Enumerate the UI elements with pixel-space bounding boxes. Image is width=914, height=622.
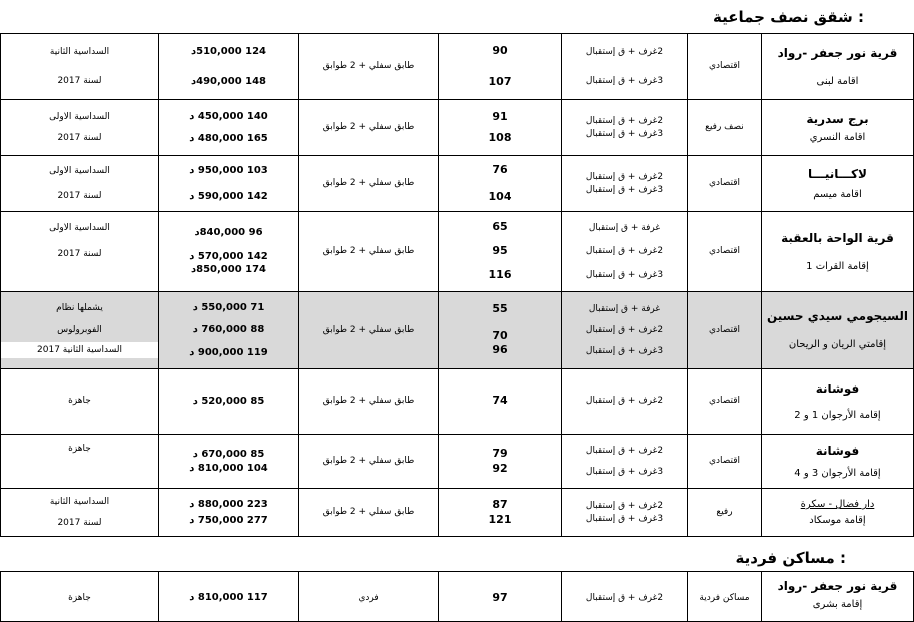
type-label: 2غرف + ق إستقبال bbox=[585, 47, 664, 58]
floors-cell: طابق سفلي + 2 طوابق bbox=[299, 435, 439, 489]
status-text: السداسية الثانية 2017 bbox=[1, 342, 158, 358]
residence-name: إقامة الأرجوان 3 و 4 bbox=[794, 467, 881, 479]
category-cell: مساكن فردية bbox=[688, 572, 762, 622]
type-label: 2غرف + ق إستقبال bbox=[585, 446, 664, 457]
price-value: 104 810,000 د bbox=[189, 462, 268, 474]
areas-cell bbox=[439, 292, 562, 369]
table-row bbox=[1, 369, 914, 435]
project-cell bbox=[762, 369, 914, 435]
area-value: 92 bbox=[492, 461, 508, 475]
prices-cell: 85 520,000 د bbox=[159, 369, 299, 435]
table-row bbox=[1, 489, 914, 537]
type-label: 3غرف + ق إستقبال bbox=[585, 513, 664, 524]
status-text: الفوبرولوس bbox=[57, 324, 102, 335]
areas-cell: 74 bbox=[439, 369, 562, 435]
types-cell bbox=[562, 489, 688, 537]
type-label: 2غرف + ق إستقبال bbox=[585, 324, 664, 335]
apartments-table bbox=[0, 33, 914, 537]
project-cell bbox=[762, 212, 914, 292]
status-text: السداسية الاولى bbox=[49, 223, 110, 233]
residence-name: اقامة ميسم bbox=[813, 188, 862, 200]
table-row bbox=[1, 435, 914, 489]
status-cell bbox=[1, 292, 159, 369]
category-cell: اقتصادي bbox=[688, 435, 762, 489]
status-text: السداسية الاولى bbox=[49, 166, 110, 177]
type-label: 2غرف + ق إستقبال bbox=[585, 246, 664, 257]
type-label: غرفة + ق إستقبال bbox=[588, 303, 661, 314]
status-text: لسنة 2017 bbox=[57, 132, 102, 143]
areas-cell bbox=[439, 212, 562, 292]
residence-name: إقامتي الريان و الريحان bbox=[788, 339, 887, 351]
type-label: 3غرف + ق إستقبال bbox=[585, 128, 664, 139]
category-cell: نصف رفيع bbox=[688, 100, 762, 156]
prices-cell bbox=[159, 435, 299, 489]
area-value: 96 bbox=[492, 343, 508, 357]
table-row bbox=[1, 156, 914, 212]
area-value: 95 bbox=[492, 244, 508, 258]
project-name: قرية الواحة بالعقبة bbox=[781, 230, 894, 245]
prices-cell bbox=[159, 156, 299, 212]
project-cell bbox=[762, 489, 914, 537]
houses-table bbox=[0, 571, 914, 622]
residence-name: إقامة بشرى bbox=[812, 599, 863, 611]
areas-cell bbox=[439, 489, 562, 537]
floors-cell: طابق سفلي + 2 طوابق bbox=[299, 369, 439, 435]
status-text: يشملها نظام bbox=[56, 302, 103, 313]
status-text: لسنة 2017 bbox=[57, 75, 102, 86]
types-cell bbox=[562, 292, 688, 369]
floors-cell: طابق سفلي + 2 طوابق bbox=[299, 34, 439, 100]
price-value: 85 670,000 د bbox=[192, 449, 265, 460]
area-value: 87 bbox=[492, 497, 508, 511]
area-value: 79 bbox=[492, 446, 508, 460]
type-label: 3غرف + ق إستقبال bbox=[585, 346, 664, 357]
project-cell bbox=[762, 292, 914, 369]
areas-cell: 97 bbox=[439, 572, 562, 622]
status-cell bbox=[1, 435, 159, 489]
area-value: 70 bbox=[492, 328, 508, 342]
project-name: قرية نور جعفر -رواد bbox=[777, 45, 898, 60]
project-name: فوشانة bbox=[815, 443, 860, 458]
status-text: لسنة 2017 bbox=[57, 517, 102, 528]
category-cell: اقتصادي bbox=[688, 292, 762, 369]
project-cell bbox=[762, 34, 914, 100]
areas-cell bbox=[439, 34, 562, 100]
types-cell bbox=[562, 100, 688, 156]
prices-cell: 117 810,000 د bbox=[159, 572, 299, 622]
type-label: 2غرف + ق إستقبال bbox=[585, 116, 664, 127]
area-value: 116 bbox=[488, 267, 512, 281]
status-cell bbox=[1, 212, 159, 292]
price-value: 103 950,000 د bbox=[189, 165, 268, 176]
price-value: 165 480,000 د bbox=[189, 132, 268, 144]
status-text: لسنة 2017 bbox=[57, 190, 102, 201]
price-value: 88 760,000 د bbox=[192, 324, 265, 336]
table-row bbox=[1, 212, 914, 292]
project-cell bbox=[762, 156, 914, 212]
residence-name: إقامة الأرجوان 1 و 2 bbox=[794, 409, 881, 421]
prices-cell bbox=[159, 100, 299, 156]
types-cell bbox=[562, 34, 688, 100]
project-name: قرية نور جعفر -رواد bbox=[777, 579, 898, 593]
area-value: 91 bbox=[492, 109, 508, 123]
type-label: 3غرف + ق إستقبال bbox=[585, 75, 664, 86]
section-title-individual: مساكن فردية : bbox=[735, 549, 846, 567]
floors-cell: طابق سفلي + 2 طوابق bbox=[299, 489, 439, 537]
prices-cell bbox=[159, 489, 299, 537]
price-value: 140 450,000 د bbox=[189, 111, 268, 122]
types-cell bbox=[562, 156, 688, 212]
status-cell: جاهزة bbox=[1, 572, 159, 622]
price-value: 142 570,000 د bbox=[189, 250, 268, 262]
table-row bbox=[1, 34, 914, 100]
price-value: 96 840,000د bbox=[194, 227, 263, 239]
area-value: 108 bbox=[488, 130, 512, 144]
project-name: دار فضال - سكرة bbox=[800, 499, 875, 510]
area-value: 55 bbox=[492, 301, 508, 315]
residence-name: إقامة القرات 1 bbox=[806, 260, 869, 272]
status-text: السداسية الاولى bbox=[49, 112, 110, 123]
status-cell bbox=[1, 34, 159, 100]
types-cell: 2غرف + ق إستقبال bbox=[562, 369, 688, 435]
areas-cell bbox=[439, 100, 562, 156]
floors-cell: فردي bbox=[299, 572, 439, 622]
prices-cell bbox=[159, 212, 299, 292]
category-cell: رفيع bbox=[688, 489, 762, 537]
status-cell: جاهزة bbox=[1, 369, 159, 435]
prices-cell bbox=[159, 292, 299, 369]
types-cell: 2غرف + ق إستقبال bbox=[562, 572, 688, 622]
type-label: 2غرف + ق إستقبال bbox=[585, 501, 664, 512]
price-value: 148 490,000د bbox=[190, 75, 267, 87]
project-name: السيجومي سيدي حسين bbox=[766, 309, 908, 324]
status-text: جاهزة bbox=[68, 444, 91, 454]
area-value: 76 bbox=[492, 162, 508, 176]
price-value: 174 850,000د bbox=[190, 264, 267, 276]
residence-name: إقامة موسكاد bbox=[809, 514, 866, 526]
price-value: 223 880,000 د bbox=[189, 499, 268, 510]
category-cell: اقتصادي bbox=[688, 156, 762, 212]
table-row bbox=[1, 572, 914, 622]
status-text: السداسية الثانية bbox=[49, 497, 110, 508]
floors-cell: طابق سفلي + 2 طوابق bbox=[299, 156, 439, 212]
types-cell bbox=[562, 212, 688, 292]
status-text: لسنة 2017 bbox=[57, 249, 102, 260]
type-label: 2غرف + ق إستقبال bbox=[585, 172, 664, 183]
project-cell bbox=[762, 435, 914, 489]
category-cell: اقتصادي bbox=[688, 212, 762, 292]
area-value: 121 bbox=[488, 512, 512, 526]
price-value: 71 550,000 د bbox=[192, 301, 265, 313]
table-row bbox=[1, 100, 914, 156]
status-cell bbox=[1, 489, 159, 537]
project-name: لاكـــانيـــا bbox=[808, 166, 867, 181]
project-cell bbox=[762, 572, 914, 622]
floors-cell: طابق سفلي + 2 طوابق bbox=[299, 100, 439, 156]
floors-cell: طابق سفلي + 2 طوابق bbox=[299, 292, 439, 369]
price-value: 119 900,000 د bbox=[189, 346, 268, 358]
area-value: 107 bbox=[488, 74, 512, 88]
section-title-semi-collective: شقق نصف جماعية : bbox=[713, 8, 864, 26]
project-cell bbox=[762, 100, 914, 156]
project-name: فوشانة bbox=[815, 381, 860, 396]
residence-name: اقامة النسري bbox=[809, 131, 866, 143]
project-name: برج سدرية bbox=[806, 111, 869, 126]
floors-cell: طابق سفلي + 2 طوابق bbox=[299, 212, 439, 292]
price-value: 142 590,000 د bbox=[189, 190, 268, 202]
status-text: السداسية الثانية bbox=[49, 47, 110, 58]
type-label: 3غرف + ق إستقبال bbox=[585, 466, 664, 477]
area-value: 104 bbox=[488, 189, 512, 203]
areas-cell bbox=[439, 156, 562, 212]
category-cell: اقتصادي bbox=[688, 369, 762, 435]
areas-cell bbox=[439, 435, 562, 489]
price-value: 277 750,000 د bbox=[189, 514, 268, 526]
types-cell bbox=[562, 435, 688, 489]
price-value: 124 510,000د bbox=[190, 46, 267, 57]
category-cell: اقتصادي bbox=[688, 34, 762, 100]
status-cell bbox=[1, 156, 159, 212]
prices-cell bbox=[159, 34, 299, 100]
table-row bbox=[1, 292, 914, 369]
area-value: 65 bbox=[492, 220, 508, 234]
residence-name: اقامة لبنى bbox=[816, 75, 859, 87]
status-cell bbox=[1, 100, 159, 156]
type-label: غرفة + ق إستقبال bbox=[588, 223, 661, 234]
type-label: 3غرف + ق إستقبال bbox=[585, 184, 664, 195]
type-label: 3غرف + ق إستقبال bbox=[585, 269, 664, 280]
area-value: 90 bbox=[492, 43, 508, 57]
